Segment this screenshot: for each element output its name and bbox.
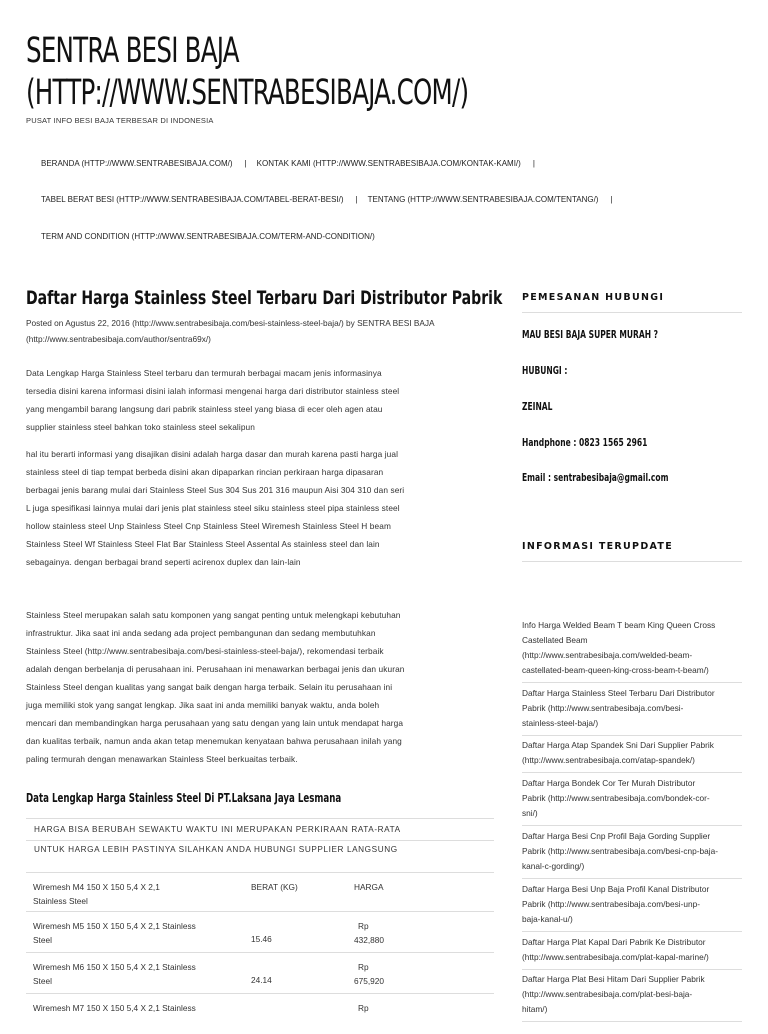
nav-item-beranda[interactable]: BERANDA (HTTP://WWW.SENTRABESIBAJA.COM/): [41, 159, 233, 168]
news-line[interactable]: Pabrik (http://www.sentrabesibaja.com/besi-cnp-baja-: [522, 846, 718, 856]
paragraph-line[interactable]: Stainless Steel (http://www.sentrabesibaja.com/besi-stainless-steel-baja/), rekomendasi terbaik: [26, 646, 384, 656]
table-cell-weight: 15.46: [251, 934, 272, 944]
table-cell-item: [33, 960, 196, 988]
news-item[interactable]: [522, 686, 742, 736]
news-line[interactable]: stainless-steel-baja/): [522, 718, 599, 728]
table-header-item: [33, 880, 160, 908]
news-line[interactable]: Daftar Harga Atap Spandek Sni Dari Supplier Pabrik: [522, 740, 714, 750]
table-cell-price: [354, 919, 384, 947]
news-item[interactable]: [522, 882, 742, 932]
news-line[interactable]: (http://www.sentrabesibaja.com/welded-beam-: [522, 650, 693, 660]
table-cell-text: 675,920: [354, 976, 384, 986]
news-item[interactable]: [522, 935, 742, 970]
table-cell-item: [33, 919, 196, 947]
news-item[interactable]: [522, 618, 742, 683]
paragraph-line: dan kualitas terbaik, namun anda akan tetap menemukan kenyataan bahwa perusahaan inilah yang: [26, 736, 402, 746]
paragraph-line: paling termurah dengan menawarkan Stainless Steel berkuaitas terbaik.: [26, 754, 298, 764]
paragraph-line: stainless steel di tiap tempat berbeda disini akan dipaparkan rincian perkiraan harga dipasaran: [26, 467, 384, 477]
paragraph-line: yang mengambil barang langsung dari pabrik stainless steel yang biasa di ecer oleh agen atau: [26, 404, 383, 414]
paragraph-line: tersedia disini karena informasi disini ialah informasi mengenai harga dari distributor stainless steel: [26, 386, 400, 396]
news-item[interactable]: [522, 829, 742, 879]
main-content: [26, 285, 503, 805]
site-title[interactable]: [26, 30, 510, 114]
paragraph-1: [26, 364, 494, 436]
table-cell-text: 432,880: [354, 935, 384, 945]
table-cell-text: Rp: [358, 962, 369, 972]
table-notice: HARGA BISA BERUBAH SEWAKTU WAKTU INI MERUPAKAN PERKIRAAN RATA-RATA: [26, 818, 494, 840]
news-line[interactable]: baja-kanal-u/): [522, 914, 573, 924]
paragraph-line: Data Lengkap Harga Stainless Steel terbaru dan termurah berbagai macam jenis informasinya: [26, 368, 382, 378]
table-row: [26, 993, 494, 1034]
news-line[interactable]: Daftar Harga Besi Cnp Profil Baja Gording Supplier: [522, 831, 711, 841]
order-line: MAU BESI BAJA SUPER MURAH ?: [522, 329, 659, 341]
table-cell-item: Stainless Steel: [33, 896, 88, 906]
paragraph-line: hollow stainless steel Unp Stainless Steel Cnp Stainless Steel Wiremesh Stainless Steel H beam: [26, 521, 391, 531]
table-cell-text: Steel: [33, 976, 52, 986]
table-cell-weight: 24.14: [251, 975, 272, 985]
nav-row-3: [41, 232, 375, 241]
paragraph-line: adalah dengan berbelanja di perusahaan ini. Perusahaan ini menawarkan berbagai jenis dan ukuran: [26, 664, 405, 674]
nav-separator: |: [355, 195, 358, 204]
price-table: [26, 818, 494, 1034]
paragraph-line: L juga spesifikasi lainnya mulai dari jenis plat stainless steel siku stainless steel pipa stainless steel: [26, 503, 400, 513]
news-line[interactable]: kanal-c-gording/): [522, 861, 585, 871]
table-cell-price: [354, 960, 384, 988]
table-row: [26, 952, 494, 993]
news-line[interactable]: Info Harga Welded Beam T beam King Queen Cross: [522, 620, 716, 630]
nav-separator: |: [610, 195, 613, 204]
post-meta-line[interactable]: Posted on Agustus 22, 2016 (http://www.sentrabesibaja.com/besi-stainless-steel-baja/) by SENTRA BESI BAJA: [26, 318, 435, 328]
paragraph-3: [26, 606, 494, 768]
paragraph-line: mencari dan membandingkan harga perusahaan yang satu dengan yang lain untuk mendapat harga: [26, 718, 404, 728]
news-line[interactable]: castellated-beam-queen-king-cross-beam-t-beam/): [522, 665, 709, 675]
table-cell-text: Wiremesh M6 150 X 150 5,4 X 2,1 Stainless: [33, 962, 196, 972]
table-cell-item: Wiremesh M4 150 X 150 5,4 X 2,1: [33, 882, 160, 892]
site-tagline: PUSAT INFO BESI BAJA TERBESAR DI INDONESIA: [26, 116, 214, 125]
site-title-text[interactable]: SENTRA BESI BAJA: [26, 31, 239, 71]
news-line[interactable]: sni/): [522, 808, 538, 818]
table-cell-text: Rp: [358, 921, 369, 931]
order-contact-name: ZEINAL: [522, 401, 553, 413]
news-line[interactable]: (http://www.sentrabesibaja.com/plat-kapal-marine/): [522, 952, 709, 962]
news-line[interactable]: (http://www.sentrabesibaja.com/plat-besi-baja-: [522, 989, 693, 999]
order-phone: Handphone : 0823 1565 2961: [522, 437, 648, 449]
paragraph-line: hal itu berarti informasi yang disajikan disini adalah harga dasar dan murah karena pasti harga jual: [26, 449, 399, 459]
table-row: [26, 911, 494, 952]
nav-separator: |: [244, 159, 247, 168]
paragraph-2: [26, 445, 494, 571]
sidebar: [522, 285, 742, 1014]
paragraph-line: Stainless Steel merupakan salah satu komponen yang sangat penting untuk melengkapi kebutuhan: [26, 610, 401, 620]
table-header-price: HARGA: [354, 882, 384, 892]
post-meta-line[interactable]: (http://www.sentrabesibaja.com/author/sentra69x/): [26, 334, 211, 344]
nav-row-1: [41, 159, 545, 168]
paragraph-line: juga memiliki stok yang sangat lengkap. Jika saat ini anda memiliki banyak waktu, anda boleh: [26, 700, 380, 710]
nav-row-2: [41, 195, 623, 204]
table-notice: UNTUK HARGA LEBIH PASTINYA SILAHKAN ANDA HUBUNGI SUPPLIER LANGSUNG: [26, 840, 494, 872]
news-item[interactable]: [522, 776, 742, 826]
nav-item-term-and-condition[interactable]: TERM AND CONDITION (HTTP://WWW.SENTRABESIBAJA.COM/TERM-AND-CONDITION/): [41, 232, 375, 241]
order-line: HUBUNGI :: [522, 365, 568, 377]
table-cell-item: Wiremesh M7 150 X 150 5,4 X 2,1 Stainless: [33, 1003, 196, 1013]
nav-item-tabel-berat-besi[interactable]: TABEL BERAT BESI (HTTP://WWW.SENTRABESIBAJA.COM/TABEL-BERAT-BESI/): [41, 195, 344, 204]
order-contact-block: [522, 313, 742, 513]
news-line[interactable]: hitam/): [522, 1004, 548, 1014]
post-title[interactable]: Daftar Harga Stainless Steel Terbaru Dari Distributor Pabrik: [26, 287, 503, 309]
widget-title-order: PEMESANAN HUBUNGI: [522, 292, 742, 313]
table-cell-text: Steel: [33, 935, 52, 945]
post-meta: [26, 315, 494, 347]
nav-item-kontak-kami[interactable]: KONTAK KAMI (HTTP://WWW.SENTRABESIBAJA.COM/KONTAK-KAMI/): [256, 159, 521, 168]
table-cell-price: Rp: [358, 1003, 369, 1013]
news-item[interactable]: [522, 738, 742, 773]
paragraph-line: Stainless Steel Wf Stainless Steel Flat Bar Stainless Steel Assental As stainless steel dan lain: [26, 539, 380, 549]
news-line[interactable]: Daftar Harga Plat Besi Hitam Dari Supplier Pabrik: [522, 974, 705, 984]
news-line[interactable]: Pabrik (http://www.sentrabesibaja.com/besi-unp-: [522, 899, 701, 909]
table-subheading: Data Lengkap Harga Stainless Steel Di PT.Laksana Jaya Lesmana: [26, 791, 342, 805]
paragraph-line: Stainless Steel dengan kualitas yang sangat baik dengan harga terbaik. Selain itu perusahaan ini: [26, 682, 393, 692]
news-line[interactable]: Daftar Harga Stainless Steel Terbaru Dari Distributor: [522, 688, 715, 698]
paragraph-line: supplier stainless steel bahkan toko stainless steel sekalipun: [26, 422, 255, 432]
news-line[interactable]: Daftar Harga Besi Unp Baja Profil Kanal Distributor: [522, 884, 710, 894]
news-line[interactable]: (http://www.sentrabesibaja.com/atap-spandek/): [522, 755, 695, 765]
site-title-url[interactable]: (HTTP://WWW.SENTRABESIBAJA.COM/): [26, 73, 469, 113]
table-header-weight: BERAT (KG): [251, 882, 298, 892]
widget-title-news: INFORMASI TERUPDATE: [522, 541, 742, 562]
table-cell-text: Wiremesh M5 150 X 150 5,4 X 2,1 Stainless: [33, 921, 196, 931]
paragraph-line: berbagai jenis barang mulai dari Stainless Steel Sus 304 Sus 201 316 maupun Aisi 304 310 dan seri: [26, 485, 405, 495]
news-item[interactable]: [522, 972, 742, 1022]
paragraph-line: infrastruktur. Jika saat ini anda sedang ada project pembangunan dan sedang membutuhkan: [26, 628, 376, 638]
news-line[interactable]: Pabrik (http://www.sentrabesibaja.com/bondek-cor-: [522, 793, 710, 803]
nav-separator: |: [532, 159, 535, 168]
paragraph-line: sebagainya. dengan berbagai brand seperti acirenox duplex dan lain-lain: [26, 557, 301, 567]
news-line[interactable]: Castellated Beam: [522, 635, 588, 645]
order-email[interactable]: Email : sentrabesibaja@gmail.com: [522, 472, 669, 484]
news-line[interactable]: Pabrik (http://www.sentrabesibaja.com/besi-: [522, 703, 684, 713]
nav-item-tentang[interactable]: TENTANG (HTTP://WWW.SENTRABESIBAJA.COM/TENTANG/): [367, 195, 599, 204]
table-header-row: [26, 872, 494, 911]
news-line[interactable]: Daftar Harga Plat Kapal Dari Pabrik Ke Distributor: [522, 937, 706, 947]
news-line[interactable]: Daftar Harga Bondek Cor Ter Murah Distributor: [522, 778, 696, 788]
